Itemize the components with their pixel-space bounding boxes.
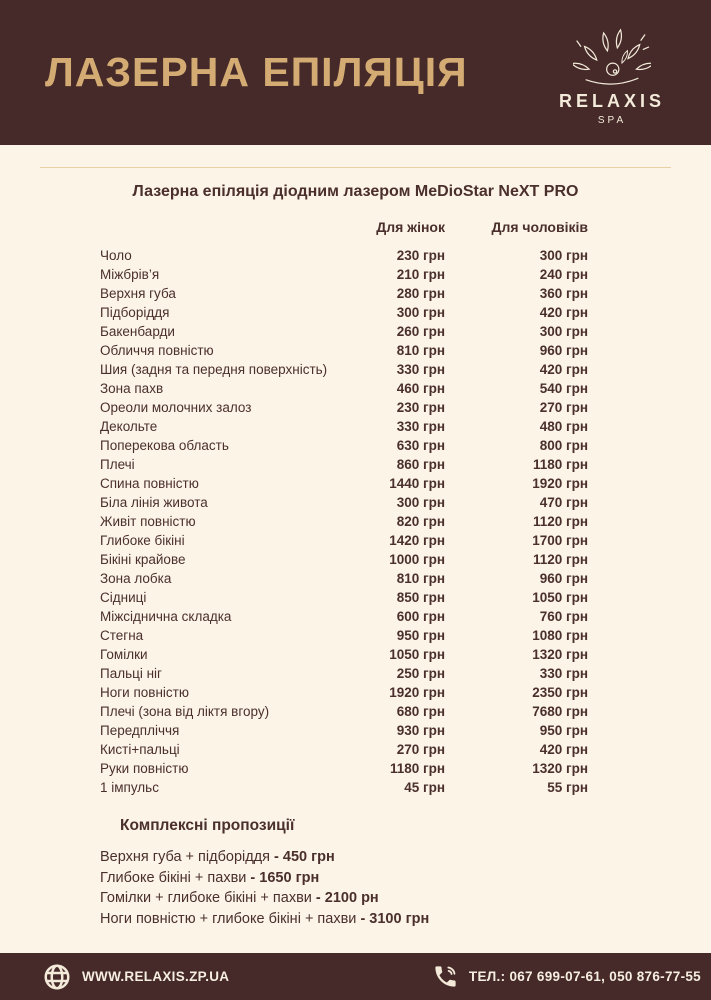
price-table-header — [100, 219, 588, 235]
page-title: ЛАЗЕРНА ЕПІЛЯЦІЯ — [45, 49, 468, 95]
table-row — [100, 702, 588, 721]
price-women: 1440 грн — [389, 476, 445, 491]
price-men: 960 грн — [539, 343, 588, 358]
table-row — [100, 455, 588, 474]
price-men: 1120 грн — [532, 552, 588, 567]
service-name: 1 імпульс — [100, 780, 159, 795]
price-men: 1180 грн — [532, 457, 588, 472]
price-men: 2350 грн — [532, 685, 588, 700]
service-name: Верхня губа — [100, 286, 176, 301]
package-item — [100, 847, 711, 868]
footer-website — [42, 962, 229, 992]
price-women: 45 грн — [404, 780, 445, 795]
table-row — [100, 683, 588, 702]
service-name: Підборіддя — [100, 305, 170, 320]
price-women: 300 грн — [396, 495, 445, 510]
price-women: 1050 грн — [389, 647, 445, 662]
price-women: 950 грн — [396, 628, 445, 643]
service-name: Передпліччя — [100, 723, 180, 738]
service-name: Спина повністю — [100, 476, 199, 491]
price-men: 540 грн — [539, 381, 588, 396]
footer — [0, 953, 711, 1000]
package-name: Гомілки + глибоке бікіні + пахви — [100, 890, 312, 906]
price-men: 1120 грн — [532, 514, 588, 529]
package-price: - 3100 грн — [360, 910, 430, 927]
price-men: 420 грн — [539, 362, 588, 377]
price-women: 330 грн — [396, 419, 445, 434]
table-row — [100, 360, 588, 379]
table-row — [100, 303, 588, 322]
package-name: Ноги повністю + глибоке бікіні + пахви — [100, 910, 357, 927]
footer-phones — [432, 963, 701, 990]
package-price: - 1650 грн — [250, 869, 320, 886]
packages-title: Комплексні пропозиції — [120, 817, 295, 834]
table-row — [100, 398, 588, 417]
service-name: Шия (задня та передня поверхність) — [100, 362, 328, 377]
price-women: 850 грн — [396, 590, 445, 605]
price-men: 240 грн — [539, 267, 588, 282]
price-women: 1920 грн — [389, 685, 445, 700]
price-women: 860 грн — [396, 457, 445, 472]
service-name: Бікіні крайове — [100, 552, 186, 567]
service-name: Стегна — [100, 628, 144, 643]
price-men: 300 грн — [539, 324, 588, 339]
phone-icon — [432, 963, 459, 990]
table-row — [100, 664, 588, 683]
package-name: Глибоке бікіні + пахви — [100, 869, 247, 886]
service-name: Міжсіднична складка — [100, 609, 232, 624]
content — [0, 145, 711, 953]
table-row — [100, 246, 588, 265]
price-men: 7680 грн — [532, 704, 588, 719]
table-row — [100, 322, 588, 341]
price-women: 810 грн — [396, 343, 445, 358]
price-men: 420 грн — [539, 305, 588, 320]
table-row — [100, 778, 588, 797]
price-men: 420 грн — [539, 742, 588, 757]
package-name: Верхня губа + підборіддя — [100, 849, 270, 865]
service-name: Плечі — [100, 457, 135, 472]
service-name: Пальці ніг — [100, 666, 162, 681]
machine-title: Лазерна епіляція діодним лазером MeDioStar NeXT PRO — [132, 183, 579, 200]
price-women: 1000 грн — [389, 552, 445, 567]
price-men: 1080 грн — [532, 628, 588, 643]
price-women: 820 грн — [396, 514, 445, 529]
price-women: 270 грн — [396, 742, 445, 757]
table-row — [100, 284, 588, 303]
table-row — [100, 417, 588, 436]
table-row — [100, 740, 588, 759]
service-name: Глибоке бікіні — [100, 533, 185, 548]
service-name: Руки повністю — [100, 761, 189, 776]
price-women: 600 грн — [396, 609, 445, 624]
price-women: 630 грн — [396, 438, 445, 453]
brand-name: RELAXIS — [558, 91, 665, 111]
package-item — [100, 909, 711, 930]
table-row — [100, 436, 588, 455]
service-name: Зона лобка — [100, 571, 172, 586]
brand-logo — [559, 25, 665, 126]
price-women: 300 грн — [396, 305, 445, 320]
price-women: 810 грн — [396, 571, 445, 586]
table-row — [100, 588, 588, 607]
service-name: Бакенбарди — [100, 324, 175, 339]
price-table — [100, 219, 588, 797]
price-men: 330 грн — [539, 666, 588, 681]
price-men: 470 грн — [539, 495, 588, 510]
price-women: 1420 грн — [389, 533, 445, 548]
price-men: 300 грн — [539, 248, 588, 263]
olive-branch-icon — [573, 25, 651, 89]
service-name: Ореоли молочних залоз — [100, 400, 252, 415]
column-header-men: Для чоловіків — [491, 219, 588, 235]
package-price: - 2100 рн — [315, 890, 379, 906]
service-name: Живіт повністю — [100, 514, 196, 529]
price-men: 1050 грн — [532, 590, 588, 605]
price-men: 800 грн — [539, 438, 588, 453]
packages-list — [100, 847, 711, 929]
table-row — [100, 265, 588, 284]
price-women: 280 грн — [396, 286, 445, 301]
header — [0, 0, 711, 145]
phone-numbers: ТЕЛ.: 067 699-07-61, 050 876-77-55 — [468, 969, 701, 984]
price-men: 55 грн — [547, 780, 588, 795]
price-women: 210 грн — [396, 267, 445, 282]
table-row — [100, 759, 588, 778]
service-name: Декольте — [100, 419, 158, 434]
price-women: 230 грн — [396, 248, 445, 263]
table-row — [100, 379, 588, 398]
service-name: Ноги повністю — [100, 685, 189, 700]
price-men: 360 грн — [539, 286, 588, 301]
service-name: Поперекова область — [100, 438, 229, 453]
table-row — [100, 550, 588, 569]
table-row — [100, 512, 588, 531]
website-text: WWW.RELAXIS.ZP.UA — [82, 969, 230, 984]
table-row — [100, 607, 588, 626]
price-women: 460 грн — [396, 381, 445, 396]
price-men: 270 грн — [539, 400, 588, 415]
table-row — [100, 531, 588, 550]
price-men: 960 грн — [539, 571, 588, 586]
packages-section — [100, 817, 711, 929]
package-price: - 450 грн — [274, 849, 335, 865]
price-men: 1320 грн — [532, 761, 588, 776]
price-women: 1180 грн — [389, 761, 445, 776]
table-row — [100, 569, 588, 588]
service-name: Біла лінія живота — [100, 495, 208, 510]
service-name: Гомілки — [100, 647, 148, 662]
table-row — [100, 721, 588, 740]
price-women: 260 грн — [396, 324, 445, 339]
package-item — [100, 868, 711, 889]
price-women: 230 грн — [396, 400, 445, 415]
service-name: Зона пахв — [100, 381, 164, 396]
price-men: 1920 грн — [532, 476, 588, 491]
price-women: 680 грн — [396, 704, 445, 719]
service-name: Плечі (зона від ліктя вгору) — [100, 704, 270, 719]
brand-subtitle: SPA — [597, 115, 627, 126]
table-row — [100, 493, 588, 512]
table-row — [100, 645, 588, 664]
table-row — [100, 341, 588, 360]
price-men: 480 грн — [539, 419, 588, 434]
package-item — [100, 888, 711, 909]
column-header-women: Для жінок — [376, 219, 445, 235]
service-name: Чоло — [100, 248, 132, 263]
price-table-body — [100, 246, 588, 797]
price-women: 930 грн — [396, 723, 445, 738]
price-women: 330 грн — [396, 362, 445, 377]
price-men: 1700 грн — [532, 533, 588, 548]
divider — [40, 167, 671, 168]
price-men: 950 грн — [539, 723, 588, 738]
service-name: Сідниці — [100, 590, 147, 605]
column-header-service — [100, 219, 355, 235]
table-row — [100, 474, 588, 493]
globe-icon — [42, 962, 72, 992]
service-name: Міжбрів’я — [100, 267, 160, 282]
price-women: 250 грн — [396, 666, 445, 681]
price-men: 760 грн — [539, 609, 588, 624]
service-name: Обличчя повністю — [100, 343, 214, 358]
service-name: Кисті+пальці — [100, 742, 180, 757]
table-row — [100, 626, 588, 645]
price-men: 1320 грн — [532, 647, 588, 662]
